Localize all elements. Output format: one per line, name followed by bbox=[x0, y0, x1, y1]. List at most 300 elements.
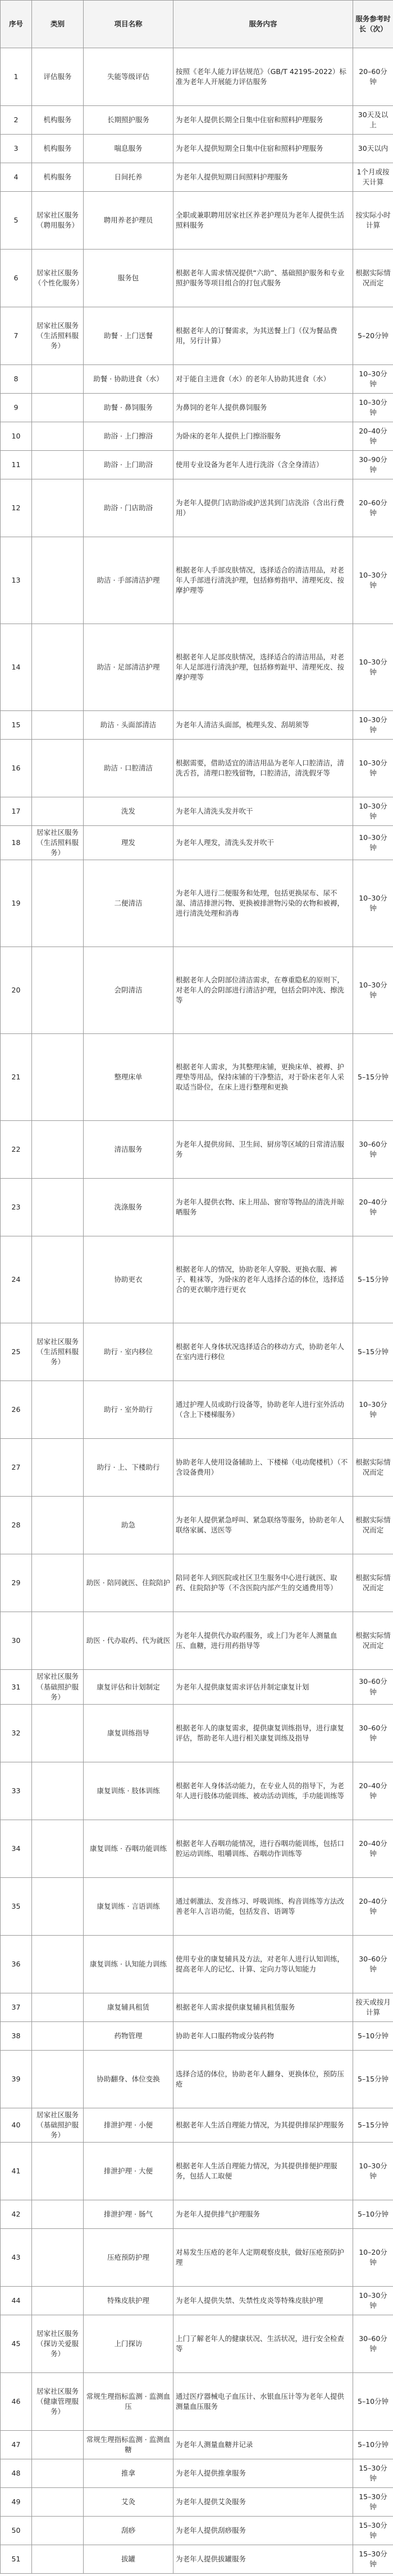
row-duration: 30–60分钟 bbox=[353, 1670, 393, 1704]
row-category bbox=[32, 2459, 84, 2488]
row-service-content: 根据老年人需求提供康复辅具租赁服务 bbox=[173, 1993, 353, 2021]
row-category: 居家社区服务（生活照料服务） bbox=[32, 1323, 84, 1381]
row-category: 评估服务 bbox=[32, 48, 84, 106]
row-service-content: 为老年人清洁头面部，梳理头发、刮胡须等 bbox=[173, 711, 353, 740]
row-item-name: 助洁 · 手部清洁护理 bbox=[84, 537, 173, 624]
row-seq: 34 bbox=[1, 1820, 32, 1877]
row-seq: 41 bbox=[1, 2143, 32, 2200]
row-service-content: 为老年人提供拔罐服务 bbox=[173, 2545, 353, 2574]
row-item-name: 康复辅具租赁 bbox=[84, 1993, 173, 2021]
row-category bbox=[32, 1554, 84, 1612]
table-row bbox=[1, 2050, 393, 2108]
row-category bbox=[32, 1121, 84, 1179]
row-category bbox=[32, 1497, 84, 1554]
row-item-name: 助餐 · 上门送餐 bbox=[84, 307, 173, 365]
row-service-content: 为老年人提供短期日间照料护理服务 bbox=[173, 163, 353, 192]
row-duration: 15–30分钟 bbox=[353, 2488, 393, 2517]
row-service-content: 为老年人提供衣物、床上用品、窗帘等物品的清洗并晾晒服务 bbox=[173, 1179, 353, 1236]
row-category: 居家社区服务（健康管理服务） bbox=[32, 2373, 84, 2431]
row-seq: 23 bbox=[1, 1179, 32, 1236]
row-category bbox=[32, 2545, 84, 2574]
row-duration: 30–90分钟 bbox=[353, 451, 393, 479]
row-seq: 5 bbox=[1, 192, 32, 250]
row-seq: 22 bbox=[1, 1121, 32, 1179]
row-duration: 5–15分钟 bbox=[353, 2108, 393, 2142]
row-service-content: 为老年人提供推拿服务 bbox=[173, 2459, 353, 2488]
row-duration: 5–10分钟 bbox=[353, 2200, 393, 2229]
table-row bbox=[1, 1323, 393, 1381]
row-item-name: 药物管理 bbox=[84, 2021, 173, 2050]
row-seq: 43 bbox=[1, 2229, 32, 2287]
row-service-content: 通过刺激法、发音练习、呼吸训练、构音训练等方法改善老年人言语功能，包括发音、语调等 bbox=[173, 1877, 353, 1935]
row-category bbox=[32, 1762, 84, 1820]
row-item-name: 助急 bbox=[84, 1497, 173, 1554]
header-item-name: 项目名称 bbox=[84, 1, 173, 48]
row-service-content: 陪同老年人到医院或社区卫生服务中心进行就医、取药、住院陪护等（不含医院内部产生的交通费用等） bbox=[173, 1554, 353, 1612]
row-duration: 10–30分钟 bbox=[353, 2287, 393, 2315]
table-row bbox=[1, 2021, 393, 2050]
row-service-content: 通过医疗器械电子血压计、水银血压计等为老年人提供测量血压服务 bbox=[173, 2373, 353, 2431]
row-category bbox=[32, 365, 84, 394]
row-duration: 30天及以上 bbox=[353, 106, 393, 135]
row-seq: 19 bbox=[1, 860, 32, 947]
row-seq: 45 bbox=[1, 2315, 32, 2373]
table-row bbox=[1, 2373, 393, 2431]
table-row bbox=[1, 1820, 393, 1877]
row-category bbox=[32, 2431, 84, 2459]
row-category bbox=[32, 1381, 84, 1439]
row-category: 居家社区服务（探访关爱服务） bbox=[32, 2315, 84, 2373]
row-service-content: 全职或兼职聘用居家社区养老护理员为老年人提供生活照料服务 bbox=[173, 192, 353, 250]
row-item-name: 助浴 · 上门擦浴 bbox=[84, 422, 173, 451]
row-item-name: 拔罐 bbox=[84, 2545, 173, 2574]
row-seq: 9 bbox=[1, 394, 32, 422]
table-row bbox=[1, 1993, 393, 2021]
table-row bbox=[1, 2108, 393, 2142]
row-category bbox=[32, 1179, 84, 1236]
row-duration: 5–15分钟 bbox=[353, 1323, 393, 1381]
row-seq: 15 bbox=[1, 711, 32, 740]
row-category bbox=[32, 1439, 84, 1497]
row-item-name: 康复训练指导 bbox=[84, 1704, 173, 1762]
row-service-content: 根据老年人身体活动能力，在专业人员的指导下，为老年人进行肢体功能训练、被动活动训练，手功能训练等 bbox=[173, 1762, 353, 1820]
row-seq: 47 bbox=[1, 2431, 32, 2459]
row-duration: 30–60分钟 bbox=[353, 2315, 393, 2373]
row-duration: 20–40分钟 bbox=[353, 1877, 393, 1935]
row-item-name: 助浴 · 上门助浴 bbox=[84, 451, 173, 479]
row-seq: 4 bbox=[1, 163, 32, 192]
row-service-content: 根据老年人生活自理能力情况，为其提供排尿护理服务 bbox=[173, 2108, 353, 2142]
row-duration: 10–30分钟 bbox=[353, 365, 393, 394]
row-duration: 10–30分钟 bbox=[353, 947, 393, 1034]
row-category bbox=[32, 2287, 84, 2315]
row-seq: 44 bbox=[1, 2287, 32, 2315]
row-duration: 10–30分钟 bbox=[353, 797, 393, 826]
row-item-name: 失能等级评估 bbox=[84, 48, 173, 106]
row-category bbox=[32, 740, 84, 797]
table-row bbox=[1, 163, 393, 192]
row-item-name: 洗涤服务 bbox=[84, 1179, 173, 1236]
row-service-content: 根据老年人的情况，协助老年人穿脱、更换衣服、裤子、鞋袜等，为卧床的老年人选择合适的体位，选择适合的更衣顺序进行更衣 bbox=[173, 1236, 353, 1323]
row-item-name: 助行 · 室外助行 bbox=[84, 1381, 173, 1439]
row-seq: 27 bbox=[1, 1439, 32, 1497]
row-duration: 10–30分钟 bbox=[353, 826, 393, 860]
table-row bbox=[1, 1877, 393, 1935]
row-duration: 10–30分钟 bbox=[353, 394, 393, 422]
row-duration: 10–30分钟 bbox=[353, 711, 393, 740]
row-item-name: 长期照护服务 bbox=[84, 106, 173, 135]
table-row bbox=[1, 860, 393, 947]
header-category: 类别 bbox=[32, 1, 84, 48]
table-row bbox=[1, 1554, 393, 1612]
row-category: 居家社区服务（个性化服务） bbox=[32, 250, 84, 307]
row-service-content: 为老年人提供紧急呼叫、紧急联络等服务，协助老年人联络家属、送医等 bbox=[173, 1497, 353, 1554]
row-duration: 10–30分钟 bbox=[353, 740, 393, 797]
row-duration: 5–15分钟 bbox=[353, 1034, 393, 1121]
row-item-name: 助洁 · 头面部清洁 bbox=[84, 711, 173, 740]
row-category bbox=[32, 1993, 84, 2021]
row-service-content: 根据老年人的康复需求，提供康复训练指导，进行康复评估，帮助老年人进行相关康复训练及指导 bbox=[173, 1704, 353, 1762]
table-row bbox=[1, 2459, 393, 2488]
row-item-name: 上门探访 bbox=[84, 2315, 173, 2373]
row-category bbox=[32, 624, 84, 711]
table-row bbox=[1, 1381, 393, 1439]
row-service-content: 使用专业设备为老年人进行洗浴（含全身清洁） bbox=[173, 451, 353, 479]
row-duration: 根据实际情况而定 bbox=[353, 1439, 393, 1497]
table-row bbox=[1, 135, 393, 163]
row-seq: 2 bbox=[1, 106, 32, 135]
row-service-content: 为老年人提供长期全日集中住宿和照料护理服务 bbox=[173, 106, 353, 135]
row-duration: 5–10分钟 bbox=[353, 2431, 393, 2459]
row-service-content: 根据老年人需求情况提供“六助”、基础照护服务和专业照护服务等项目组合的打包式服务 bbox=[173, 250, 353, 307]
row-category bbox=[32, 2229, 84, 2287]
row-service-content: 为老年人提供门店助浴或护送其到门店洗浴（含出行费用） bbox=[173, 479, 353, 537]
table-row bbox=[1, 1034, 393, 1121]
row-item-name: 助医 · 代办取药、代为就医 bbox=[84, 1612, 173, 1670]
row-category bbox=[32, 1612, 84, 1670]
table-row bbox=[1, 365, 393, 394]
row-item-name: 康复训练 · 吞咽功能训练 bbox=[84, 1820, 173, 1877]
row-service-content: 按照《老年人能力评估规范》（GB/T 42195-2022）标准为老年人开展能力评估服务 bbox=[173, 48, 353, 106]
row-service-content: 根据老年人需求，为其整理床铺，更换床单、被褥、护理垫等用品，保持床铺的干净整洁，对于卧床老年人采取适当卧位，在床上进行整理和更换 bbox=[173, 1034, 353, 1121]
row-item-name: 康复训练 · 认知能力训练 bbox=[84, 1935, 173, 1993]
table-row bbox=[1, 1762, 393, 1820]
row-seq: 33 bbox=[1, 1762, 32, 1820]
table-row bbox=[1, 192, 393, 250]
table-row bbox=[1, 307, 393, 365]
row-seq: 8 bbox=[1, 365, 32, 394]
row-service-content: 根据老年人吞咽功能情况，进行吞咽功能训练，包括口腔运动训练、咀嚼训练、吞咽动作训练等 bbox=[173, 1820, 353, 1877]
row-category bbox=[32, 2488, 84, 2517]
row-seq: 31 bbox=[1, 1670, 32, 1704]
row-seq: 50 bbox=[1, 2517, 32, 2545]
row-seq: 32 bbox=[1, 1704, 32, 1762]
row-item-name: 助餐 · 鼻饲服务 bbox=[84, 394, 173, 422]
table-row bbox=[1, 2545, 393, 2574]
row-category: 居家社区服务（生活照料服务） bbox=[32, 826, 84, 860]
row-service-content: 根据老年人身体状况选择适合的移动方式，协助老年人在室内进行移位 bbox=[173, 1323, 353, 1381]
row-service-content: 选择合适的体位，协助老年人翻身、更换体位，预防压疮 bbox=[173, 2050, 353, 2108]
row-category bbox=[32, 860, 84, 947]
row-duration: 15–30分钟 bbox=[353, 2459, 393, 2488]
table-row bbox=[1, 537, 393, 624]
row-seq: 36 bbox=[1, 1935, 32, 1993]
row-item-name: 洗发 bbox=[84, 797, 173, 826]
row-seq: 29 bbox=[1, 1554, 32, 1612]
row-seq: 39 bbox=[1, 2050, 32, 2108]
row-item-name: 理发 bbox=[84, 826, 173, 860]
table-row bbox=[1, 422, 393, 451]
table-row bbox=[1, 2200, 393, 2229]
row-category: 居家社区服务（基础照护服务） bbox=[32, 1670, 84, 1704]
row-category bbox=[32, 1034, 84, 1121]
row-duration: 10–30分钟 bbox=[353, 537, 393, 624]
row-category bbox=[32, 1935, 84, 1993]
row-duration: 10–30分钟 bbox=[353, 2143, 393, 2200]
row-item-name: 日间托养 bbox=[84, 163, 173, 192]
row-service-content: 根据需要，借助适宜的清洁用品为老年人口腔清洁，清洗舌苔，清理口腔残留物，口腔清洁，清洗假牙等 bbox=[173, 740, 353, 797]
table-row bbox=[1, 1121, 393, 1179]
row-category: 居家社区服务（聘用服务） bbox=[32, 192, 84, 250]
row-category bbox=[32, 1877, 84, 1935]
row-category bbox=[32, 1236, 84, 1323]
row-duration: 15–30分钟 bbox=[353, 2545, 393, 2574]
row-duration: 5–10分钟 bbox=[353, 2373, 393, 2431]
row-item-name: 艾灸 bbox=[84, 2488, 173, 2517]
row-seq: 1 bbox=[1, 48, 32, 106]
row-item-name: 排泄护理 · 小便 bbox=[84, 2108, 173, 2142]
table-row bbox=[1, 2229, 393, 2287]
row-item-name: 压疮预防护理 bbox=[84, 2229, 173, 2287]
row-category bbox=[32, 451, 84, 479]
row-item-name: 排泄护理 · 肠气 bbox=[84, 2200, 173, 2229]
row-category: 机构服务 bbox=[32, 106, 84, 135]
row-service-content: 根据老年人的订餐需求，为其送餐上门（仅为餐品费用，另行计算） bbox=[173, 307, 353, 365]
row-seq: 21 bbox=[1, 1034, 32, 1121]
table-row bbox=[1, 2517, 393, 2545]
row-item-name: 聘用养老护理员 bbox=[84, 192, 173, 250]
row-seq: 35 bbox=[1, 1877, 32, 1935]
row-duration: 10–30分钟 bbox=[353, 1381, 393, 1439]
row-duration: 10–20分钟 bbox=[353, 2229, 393, 2287]
row-service-content: 为老年人进行二便服务和处理，包括更换尿布、尿不湿、清洁排泄污物、更换被排泄物污染的衣物和被褥，进行清洗处理和消毒 bbox=[173, 860, 353, 947]
row-seq: 17 bbox=[1, 797, 32, 826]
row-seq: 37 bbox=[1, 1993, 32, 2021]
row-service-content: 为老年人提供代办取药服务，或上门为老年人测量血压、血糖，进行用药指导等 bbox=[173, 1612, 353, 1670]
row-duration: 按天或按月计算 bbox=[353, 1993, 393, 2021]
row-seq: 48 bbox=[1, 2459, 32, 2488]
row-service-content: 为老年人理发，清洗头发并吹干 bbox=[173, 826, 353, 860]
row-item-name: 助行 · 室内移位 bbox=[84, 1323, 173, 1381]
row-seq: 12 bbox=[1, 479, 32, 537]
table-row bbox=[1, 1179, 393, 1236]
row-item-name: 助行 · 上、下楼助行 bbox=[84, 1439, 173, 1497]
row-item-name: 推拿 bbox=[84, 2459, 173, 2488]
row-seq: 49 bbox=[1, 2488, 32, 2517]
row-seq: 3 bbox=[1, 135, 32, 163]
table-row bbox=[1, 2143, 393, 2200]
table-row bbox=[1, 250, 393, 307]
row-seq: 16 bbox=[1, 740, 32, 797]
table-row bbox=[1, 1935, 393, 1993]
row-category bbox=[32, 2200, 84, 2229]
row-seq: 28 bbox=[1, 1497, 32, 1554]
row-duration: 30–60分钟 bbox=[353, 1121, 393, 1179]
table-row bbox=[1, 2315, 393, 2373]
table-row bbox=[1, 1670, 393, 1704]
row-category: 居家社区服务（基础照护服务） bbox=[32, 2108, 84, 2142]
row-seq: 51 bbox=[1, 2545, 32, 2574]
row-category bbox=[32, 1820, 84, 1877]
row-seq: 25 bbox=[1, 1323, 32, 1381]
row-category bbox=[32, 2143, 84, 2200]
row-item-name: 康复评估和计划制定 bbox=[84, 1670, 173, 1704]
row-item-name: 整理床单 bbox=[84, 1034, 173, 1121]
row-service-content: 为老年人提供失禁、失禁性皮炎等特殊皮肤护理 bbox=[173, 2287, 353, 2315]
row-service-content: 根据老年人手部皮肤情况，选择适合的清洁用品，对老年人手部进行清洗护理，包括修剪指甲、清理死皮、按摩护理等 bbox=[173, 537, 353, 624]
row-seq: 7 bbox=[1, 307, 32, 365]
row-seq: 24 bbox=[1, 1236, 32, 1323]
row-service-content: 为老年人提供刮痧服务 bbox=[173, 2517, 353, 2545]
row-seq: 38 bbox=[1, 2021, 32, 2050]
table-row bbox=[1, 624, 393, 711]
row-category: 机构服务 bbox=[32, 135, 84, 163]
row-item-name: 服务包 bbox=[84, 250, 173, 307]
row-item-name: 特殊皮肤护理 bbox=[84, 2287, 173, 2315]
table-row bbox=[1, 1236, 393, 1323]
row-duration: 20–40分钟 bbox=[353, 422, 393, 451]
table-row bbox=[1, 1704, 393, 1762]
row-service-content: 为老年人提供排气护理服务 bbox=[173, 2200, 353, 2229]
row-category bbox=[32, 1704, 84, 1762]
row-duration: 30–60分钟 bbox=[353, 1935, 393, 1993]
row-duration: 30–60分钟 bbox=[353, 1704, 393, 1762]
row-seq: 13 bbox=[1, 537, 32, 624]
table-row bbox=[1, 106, 393, 135]
row-category bbox=[32, 947, 84, 1034]
row-service-content: 协助老年人口服药物或分装药物 bbox=[173, 2021, 353, 2050]
row-seq: 20 bbox=[1, 947, 32, 1034]
row-seq: 6 bbox=[1, 250, 32, 307]
table-row bbox=[1, 479, 393, 537]
header-service-content: 服务内容 bbox=[173, 1, 353, 48]
row-duration: 根据实际情况而定 bbox=[353, 250, 393, 307]
row-item-name: 协助翻身、体位变换 bbox=[84, 2050, 173, 2108]
row-duration: 10–30分钟 bbox=[353, 860, 393, 947]
row-duration: 20–40分钟 bbox=[353, 1179, 393, 1236]
row-item-name: 协助更衣 bbox=[84, 1236, 173, 1323]
row-service-content: 协助老年人使用设备辅助上、下楼梯（电动爬楼机）（不含设备费用） bbox=[173, 1439, 353, 1497]
header-duration: 服务参考时长（次） bbox=[353, 1, 393, 48]
row-duration: 15–30分钟 bbox=[353, 2517, 393, 2545]
table-row bbox=[1, 1439, 393, 1497]
row-item-name: 助洁 · 口腔清洁 bbox=[84, 740, 173, 797]
row-duration: 10–30分钟 bbox=[353, 624, 393, 711]
row-duration: 20–60分钟 bbox=[353, 479, 393, 537]
table-row bbox=[1, 797, 393, 826]
table-row bbox=[1, 1497, 393, 1554]
table-row bbox=[1, 711, 393, 740]
row-service-content: 为卧床的老年人提供上门擦浴服务 bbox=[173, 422, 353, 451]
table-row bbox=[1, 2431, 393, 2459]
row-item-name: 助浴 · 门店助浴 bbox=[84, 479, 173, 537]
row-service-content: 为鼻饲的老年人提供鼻饲服务 bbox=[173, 394, 353, 422]
row-category bbox=[32, 711, 84, 740]
table-row bbox=[1, 451, 393, 479]
row-service-content: 为老年人测量血糖并记录 bbox=[173, 2431, 353, 2459]
header-seq: 序号 bbox=[1, 1, 32, 48]
row-item-name: 康复训练 · 肢体训练 bbox=[84, 1762, 173, 1820]
row-category bbox=[32, 2050, 84, 2108]
row-service-content: 通过护理人员或助行设备等，协助老年人进行室外活动（含上下楼梯服务） bbox=[173, 1381, 353, 1439]
row-seq: 14 bbox=[1, 624, 32, 711]
row-service-content: 为老年人提供艾灸服务 bbox=[173, 2488, 353, 2517]
row-service-content: 为老年人提供短期全日集中住宿和照料护理服务 bbox=[173, 135, 353, 163]
row-seq: 40 bbox=[1, 2108, 32, 2142]
table-row bbox=[1, 740, 393, 797]
row-duration: 按实际小时计算 bbox=[353, 192, 393, 250]
row-service-content: 根据老年人生活自理能力情况，为其提供排便护理服务，包括人工取便 bbox=[173, 2143, 353, 2200]
row-service-content: 对易发生压疮的老年人定期观察皮肤，做好压疮预防护理 bbox=[173, 2229, 353, 2287]
row-duration: 5–15分钟 bbox=[353, 1236, 393, 1323]
table-header-row bbox=[1, 1, 393, 48]
row-item-name: 排泄护理 · 大便 bbox=[84, 2143, 173, 2200]
row-item-name: 康复训练 · 言语训练 bbox=[84, 1877, 173, 1935]
row-duration: 20–60分钟 bbox=[353, 48, 393, 106]
row-duration: 根据实际情况而定 bbox=[353, 1497, 393, 1554]
row-service-content: 根据老年人足部皮肤情况，选择适合的清洁用品，对老年人足部进行清洗护理，包括修剪趾甲、清理死皮、按摩护理等 bbox=[173, 624, 353, 711]
row-service-content: 使用专业的康复辅具及方法，对老年人进行认知训练，提高老年人的记忆、计算、定向力等认知能力 bbox=[173, 1935, 353, 1993]
row-duration: 20–40分钟 bbox=[353, 1762, 393, 1820]
row-item-name: 刮痧 bbox=[84, 2517, 173, 2545]
row-category bbox=[32, 479, 84, 537]
row-seq: 42 bbox=[1, 2200, 32, 2229]
row-category bbox=[32, 537, 84, 624]
table-row bbox=[1, 947, 393, 1034]
row-service-content: 为老年人提供康复需求评估并制定康复计划 bbox=[173, 1670, 353, 1704]
row-seq: 46 bbox=[1, 2373, 32, 2431]
table-body bbox=[1, 48, 393, 2574]
row-category bbox=[32, 2021, 84, 2050]
row-seq: 26 bbox=[1, 1381, 32, 1439]
row-duration: 30天以内 bbox=[353, 135, 393, 163]
row-service-content: 对于能自主进食（水）的老年人协助其进食（水） bbox=[173, 365, 353, 394]
row-duration: 根据实际情况而定 bbox=[353, 1554, 393, 1612]
row-duration: 5–10分钟 bbox=[353, 2021, 393, 2050]
row-item-name: 助洁 · 足部清洁护理 bbox=[84, 624, 173, 711]
row-seq: 30 bbox=[1, 1612, 32, 1670]
row-service-content: 为老年人清洗头发并吹干 bbox=[173, 797, 353, 826]
row-seq: 10 bbox=[1, 422, 32, 451]
row-item-name: 会阴清洁 bbox=[84, 947, 173, 1034]
row-service-content: 上门了解老年人的健康状况、生活状况，进行安全检查等 bbox=[173, 2315, 353, 2373]
row-item-name: 助医 · 陪同就医、住院陪护 bbox=[84, 1554, 173, 1612]
row-duration: 5–15分钟 bbox=[353, 2050, 393, 2108]
row-item-name: 清洁服务 bbox=[84, 1121, 173, 1179]
table-row bbox=[1, 826, 393, 860]
row-item-name: 喘息服务 bbox=[84, 135, 173, 163]
row-category bbox=[32, 2517, 84, 2545]
row-seq: 18 bbox=[1, 826, 32, 860]
row-service-content: 为老年人提供房间、卫生间、厨房等区域的日常清洁服务 bbox=[173, 1121, 353, 1179]
row-duration: 根据实际情况而定 bbox=[353, 1612, 393, 1670]
row-duration: 1个月或按天计算 bbox=[353, 163, 393, 192]
row-item-name: 常规生理指标监测 · 监测血压 bbox=[84, 2373, 173, 2431]
table-row bbox=[1, 1612, 393, 1670]
table-row bbox=[1, 394, 393, 422]
row-service-content: 根据老年人会阴部位清洁需求，在尊重隐私的原则下，对老年人的会阴部进行清洁护理，包括会阴冲洗、擦洗等 bbox=[173, 947, 353, 1034]
row-category: 机构服务 bbox=[32, 163, 84, 192]
